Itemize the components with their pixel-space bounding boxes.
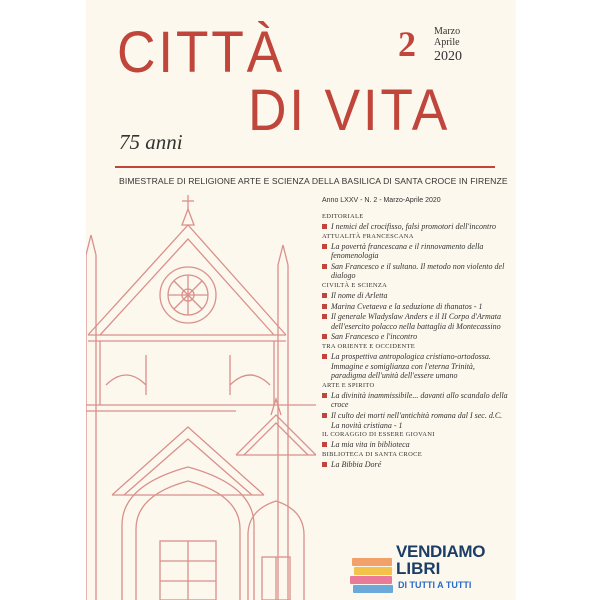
- toc-section-attualita: [322, 233, 512, 281]
- issue-month-1: Marzo: [434, 26, 461, 37]
- toc-item-text: La mia vita in biblioteca: [331, 440, 410, 450]
- masthead-title-line2: DI VITA: [248, 78, 451, 143]
- badge-line-3: DI TUTTI A TUTTI: [398, 580, 472, 590]
- issue-year: 2020: [434, 49, 462, 64]
- toc-item: [322, 352, 512, 381]
- issue-number: 2: [398, 24, 416, 64]
- toc-section-oriente: [322, 343, 512, 381]
- table-of-contents: [322, 213, 512, 470]
- bullet-icon: [322, 442, 327, 447]
- book-spine-icon: [352, 558, 392, 566]
- toc-item: [322, 222, 512, 232]
- bullet-icon: [322, 224, 327, 229]
- section-title: ATTUALITÀ FRANCESCANA: [322, 232, 414, 240]
- bullet-icon: [322, 334, 327, 339]
- toc-item: [322, 440, 512, 450]
- toc-item: [322, 411, 512, 430]
- toc-item-text: La prospettiva antropologica cristiano-ortodossa. Immagine e somiglianza con l'eterna Trinità, paradigma dell'unità dell'essere umano: [331, 351, 491, 381]
- bullet-icon: [322, 293, 327, 298]
- section-title: CIVILTÀ E SCIENZA: [322, 281, 388, 289]
- bullet-icon: [322, 354, 327, 359]
- book-spine-icon: [354, 567, 392, 575]
- toc-item-text: La divinità inammissibile... davanti allo scandalo della croce: [331, 390, 508, 410]
- toc-item-text: San Francesco e l'incontro: [331, 332, 418, 342]
- toc-section-editoriale: [322, 213, 512, 232]
- toc-item-text: Marina Cvetaeva e la seduzione di thanatos - 1: [331, 301, 483, 311]
- section-title: TRA ORIENTE E OCCIDENTE: [322, 342, 416, 350]
- bullet-icon: [322, 244, 327, 249]
- section-title: EDITORIALE: [322, 213, 364, 220]
- toc-item-text: La povertà francescana e il rinnovamento della fenomenologia: [331, 241, 484, 261]
- toc-item-text: Il culto dei morti nell'antichità romana dal I sec. d.C. La novità cristiana - 1: [331, 410, 503, 430]
- toc-item: [322, 291, 512, 301]
- book-spine-icon: [350, 576, 392, 584]
- toc-item: [322, 391, 512, 410]
- bullet-icon: [322, 314, 327, 319]
- bullet-icon: [322, 462, 327, 467]
- toc-item: [322, 312, 512, 331]
- issue-months: [434, 26, 460, 48]
- basilica-illustration: [86, 195, 316, 600]
- section-title: BIBLIOTECA DI SANTA CROCE: [322, 450, 422, 458]
- toc-item: [322, 460, 512, 470]
- toc-item: [322, 242, 512, 261]
- badge-line-1: VENDIAMO: [396, 542, 486, 561]
- issue-month-2: Aprile: [434, 37, 460, 48]
- books-stack-icon: [350, 558, 394, 594]
- bullet-icon: [322, 393, 327, 398]
- badge-line-2: LIBRI: [396, 559, 441, 578]
- toc-item-text: San Francesco e il sultano. Il metodo non violento del dialogo: [331, 261, 505, 281]
- anniversary-label: 75 anni: [119, 130, 183, 154]
- toc-item: [322, 332, 512, 342]
- toc-section-civilta: [322, 282, 512, 342]
- toc-item: [322, 302, 512, 312]
- masthead-title-line1: CITTÀ: [117, 20, 285, 85]
- vendiamo-libri-badge: [350, 542, 500, 596]
- toc-item-text: La Bibbia Doré: [331, 459, 382, 469]
- toc-section-giovani: [322, 431, 512, 450]
- masthead-divider: [115, 166, 495, 168]
- toc-section-arte: [322, 382, 512, 430]
- magazine-cover: [86, 0, 516, 600]
- toc-item-text: Il generale Wladyslaw Anders e il II Corpo d'Armata dell'esercito polacco nella battaglia di Montecassino: [331, 312, 501, 331]
- section-title: IL CORAGGIO DI ESSERE GIOVANI: [322, 431, 435, 439]
- bullet-icon: [322, 264, 327, 269]
- issue-info: Anno LXXV - N. 2 - Marzo-Aprile 2020: [322, 197, 441, 204]
- book-spine-icon: [353, 585, 393, 593]
- toc-section-biblioteca: [322, 451, 512, 470]
- masthead-subtitle: BIMESTRALE DI RELIGIONE ARTE E SCIENZA DELLA BASILICA DI SANTA CROCE IN FIRENZE: [119, 176, 508, 186]
- toc-item-text: Il nome di Arletta: [331, 290, 388, 300]
- toc-item: [322, 262, 512, 281]
- bullet-icon: [322, 304, 327, 309]
- bullet-icon: [322, 413, 327, 418]
- section-title: ARTE E SPIRITO: [322, 381, 375, 389]
- toc-item-text: I nemici del crocifisso, falsi promotori dell'incontro: [331, 222, 497, 231]
